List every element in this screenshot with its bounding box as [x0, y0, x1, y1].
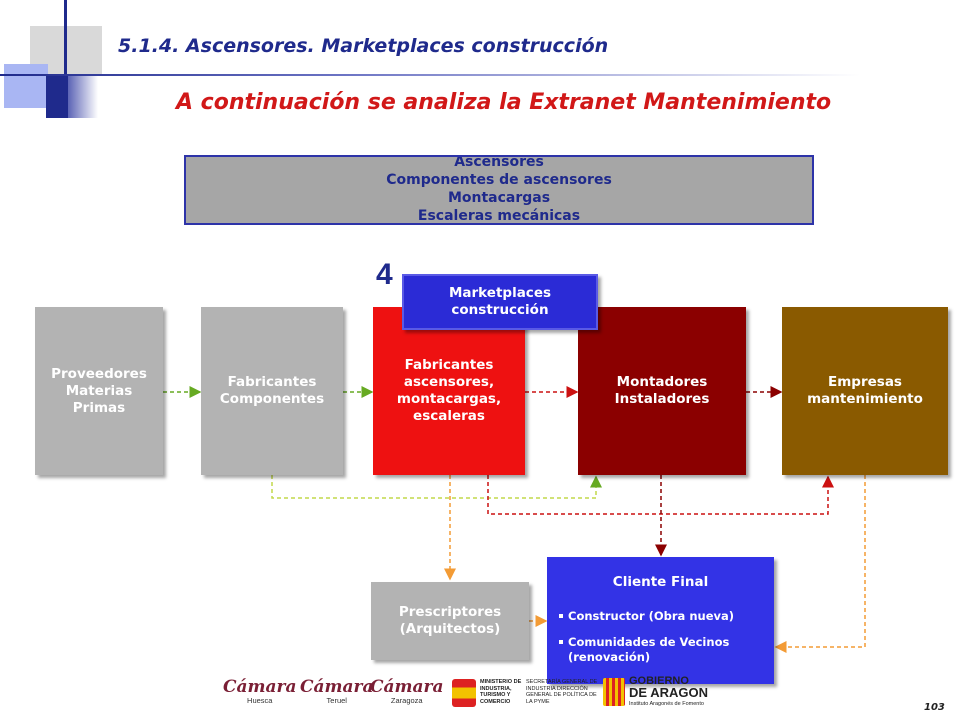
logo-text: MINISTERIO DE INDUSTRIA, TURISMO Y COMERCIO: [480, 679, 522, 705]
logo-camara-huesca: [223, 678, 297, 705]
logo-camara-teruel: [300, 678, 374, 705]
box-fabricantes-componentes: [201, 307, 343, 475]
marketplaces-box: [402, 274, 598, 330]
arrow-empresas-to-cliente: [776, 475, 865, 647]
logo-city: Zaragoza: [390, 696, 423, 705]
arrow-ascensores-to-empresas: [488, 475, 828, 514]
list-item: Comunidades de Vecinos (renovación): [559, 635, 753, 665]
logo-city: Teruel: [326, 696, 347, 705]
aragon-flag-icon: [603, 678, 625, 706]
box-label-line: Prescriptores: [398, 604, 502, 620]
cliente-final-list: [559, 609, 753, 676]
box-montadores-instaladores: [578, 307, 746, 475]
box-label-line: escaleras: [413, 408, 485, 424]
box-label-line: Instaladores: [614, 391, 710, 407]
step-number: 4: [376, 258, 393, 291]
box-label-line: Empresas: [828, 374, 902, 390]
box-label-line: Montadores: [616, 374, 708, 390]
coat-of-arms-icon: [452, 679, 476, 707]
box-label-line: Componentes: [219, 391, 325, 407]
product-item: Ascensores: [454, 155, 544, 170]
product-item: Montacargas: [447, 190, 551, 206]
logo-ministerio-industria: [452, 677, 602, 711]
logo-text: DE ARAGON: [629, 685, 708, 700]
arrow-componentes-to-montadores: [272, 475, 596, 498]
box-empresas-mantenimiento: [782, 307, 948, 475]
box-label-line: ascensores,: [403, 374, 495, 390]
page-number: 103: [924, 702, 945, 713]
box-label-line: montacargas,: [396, 391, 502, 407]
box-label-line: Fabricantes: [404, 357, 494, 373]
box-label-line: (Arquitectos): [399, 621, 501, 637]
logo-text: Instituto Aragonés de Fomento: [629, 701, 704, 707]
product-item: Componentes de ascensores: [386, 172, 612, 188]
box-label-line: Proveedores: [51, 365, 147, 382]
logo-word: Cámara: [370, 677, 444, 697]
box-label-line: Materias: [65, 382, 133, 399]
logo-text: SECRETARÍA GENERAL DE INDUSTRIA DIRECCIÓN GENERAL DE POLÍTICA DE LA PYME: [526, 679, 598, 705]
logo-text: GOBIERNO: [629, 675, 689, 687]
logo-word: Cámara: [223, 677, 297, 697]
box-label-line: Primas: [72, 399, 126, 416]
cliente-final-title: Cliente Final: [612, 574, 709, 590]
slide-subtitle: A continuación se analiza la Extranet Mantenimiento: [176, 90, 832, 115]
box-label-line: construcción: [451, 302, 549, 318]
box-fabricantes-ascensores: [373, 307, 525, 475]
section-title: 5.1.4. Ascensores. Marketplaces construcción: [118, 35, 609, 57]
box-prescriptores: [371, 582, 529, 660]
product-item: Escaleras mecánicas: [417, 208, 581, 224]
logo-city: Huesca: [247, 696, 273, 705]
list-item: Constructor (Obra nueva): [559, 609, 753, 624]
box-proveedores-materias-primas: [35, 307, 163, 475]
logo-camara-zaragoza: [370, 678, 444, 705]
box-label-line: Fabricantes: [227, 374, 317, 390]
box-cliente-final: [547, 557, 774, 684]
box-label-line: Marketplaces: [448, 285, 552, 301]
logo-gobierno-aragon: [603, 676, 715, 712]
box-label-line: mantenimiento: [807, 391, 923, 407]
logo-word: Cámara: [300, 677, 374, 697]
